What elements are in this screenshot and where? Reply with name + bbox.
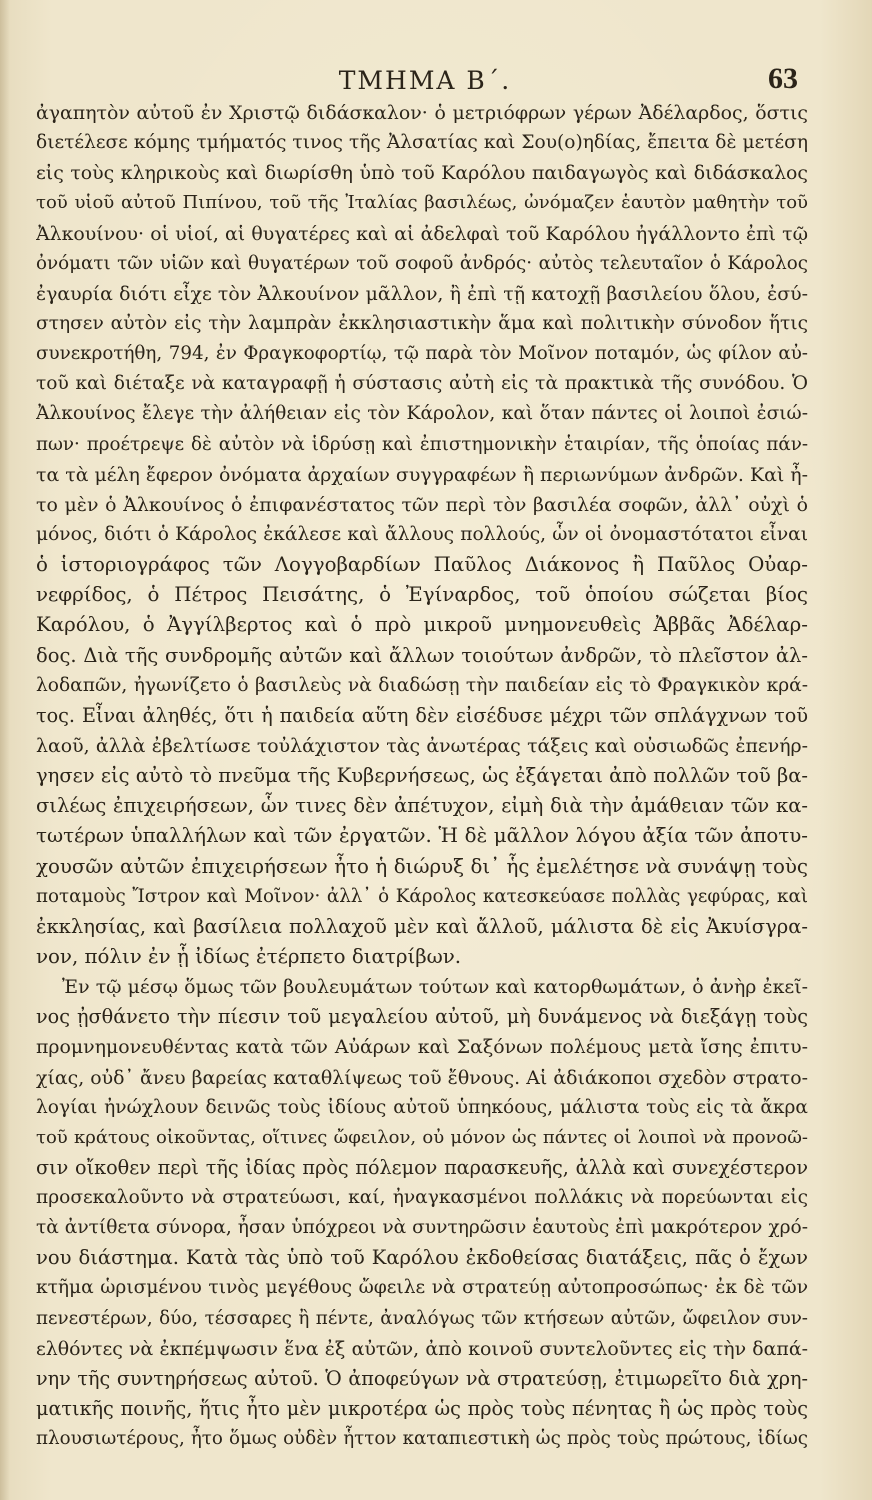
text-line: πλουσιωτέρους, ἦτο ὅμως οὐδὲν ἧττον καταπιεστικὴ ὡς πρὸς τοὺς πρώτους, ἰδίως [36, 1428, 808, 1450]
text-line: χίας, οὐδ᾽ ἄνευ βαρείας καταθλίψεως τοῦ ἔθνους. Αἱ ἀδιάκοποι σχεδὸν στρατο- [36, 1066, 808, 1089]
text-line: νος ᾐσθάνετο τὴν πίεσιν τοῦ μεγαλείου αὐτοῦ, μὴ δυνάμενος νὰ διεξάγῃ τοὺς [36, 1005, 808, 1029]
text-line: γησεν εἰς αὐτὸ τὸ πνεῦμα τῆς Κυβερνήσεως, ὡς ἐξάγεται ἀπὸ πολλῶν τοῦ βα- [36, 764, 808, 788]
text-line: στησεν αὐτὸν εἰς τὴν λαμπρὰν ἐκκλησιαστικὴν ἅμα καὶ πολιτικὴν σύνοδον ἥτις [36, 312, 808, 334]
text-line: νου διάστημα. Κατὰ τὰς ὑπὸ τοῦ Καρόλου ἐκδοθείσας διατάξεις, πᾶς ὁ ἔχων [36, 1246, 808, 1270]
page-number: 63 [768, 62, 798, 95]
text-line: διετέλεσε κόμης τμήματός τινος τῆς Ἀλσατίας καὶ Σου(ο)ηδίας, ἔπειτα δὲ μετέση [36, 132, 808, 154]
text-line: ἀγαπητὸν αὐτοῦ ἐν Χριστῷ διδάσκαλον· ὁ μετριόφρων γέρων Ἀδέλαρδος, ὅστις [36, 102, 808, 124]
text-line: ἐγαυρία διότι εἶχε τὸν Ἀλκουίνον μᾶλλον, ἢ ἐπὶ τῇ κατοχῇ βασιλείου ὅλου, ἐσύ- [36, 282, 808, 305]
text-line: Ἀλκουίνος ἔλεγε τὴν ἀλήθειαν εἰς τὸν Κάρολον, καὶ ὅταν πάντες οἱ λοιποὶ ἐσιώ- [36, 403, 808, 425]
text-line: λογίαι ἠνώχλουν δεινῶς τοὺς ἰδίους αὐτοῦ ὑπηκόους, μάλιστα τοὺς εἰς τὰ ἄκρα [36, 1096, 808, 1118]
page-header [0, 62, 872, 102]
text-line: μόνος, διότι ὁ Κάρολος ἐκάλεσε καὶ ἄλλους πολλούς, ὧν οἱ ὀνομαστότατοι εἶναι [36, 523, 808, 545]
text-line: Ἀλκουίνου· οἱ υἱοί, αἱ θυγατέρες καὶ αἱ ἀδελφαὶ τοῦ Καρόλου ἠγάλλοντο ἐπὶ τῷ [36, 222, 808, 245]
text-line: ματικῆς ποινῆς, ἥτις ἦτο μὲν μικροτέρα ὡς πρὸς τοὺς πένητας ἢ ὡς πρὸς τοὺς [36, 1397, 808, 1421]
text-line: λοδαπῶν, ἠγωνίζετο ὁ βασιλεὺς νὰ διαδώσῃ τὴν παιδείαν εἰς τὸ Φραγκικὸν κρά- [36, 674, 808, 696]
running-title: ΤΜΗΜΑ Β΄. [338, 66, 512, 95]
paragraph-2 [36, 972, 808, 1454]
text-line: ελθόντες νὰ ἐκπέμψωσιν ἕνα ἐξ αὐτῶν, ἀπὸ κοινοῦ συντελοῦντες εἰς τὴν δαπά- [36, 1337, 808, 1360]
text-line: σιλέως ἐπιχειρήσεων, ὧν τινες δὲν ἀπέτυχον, εἰμὴ διὰ τὴν ἀμάθειαν τῶν κα- [36, 794, 808, 818]
page-binding-edge [0, 0, 10, 1500]
body-text [36, 98, 808, 1454]
text-line: πενεστέρων, δύο, τέσσαρες ἢ πέντε, ἀναλόγως τῶν κτήσεων αὐτῶν, ὤφειλον συν- [36, 1307, 808, 1329]
text-line: τὰ ἀντίθετα σύνορα, ἦσαν ὑπόχρεοι νὰ συντηρῶσιν ἑαυτοὺς ἐπὶ μακρότερον χρό- [36, 1217, 808, 1239]
text-line: Καρόλου, ὁ Ἀγγίλβερτος καὶ ὁ πρὸ μικροῦ μνημονευθεὶς Ἀββᾶς Ἀδέλαρ- [36, 613, 808, 637]
text-line: ὁ ἱστοριογράφος τῶν Λογγοβαρδίων Παῦλος Διάκονος ἢ Παῦλος Οὐαρ- [36, 553, 808, 577]
text-line: τοῦ καὶ διέταξε νὰ καταγραφῇ ἡ σύστασις αὐτὴ εἰς τὰ πρακτικὰ τῆς συνόδου. Ὁ [36, 373, 808, 395]
text-line: Ἐν τῷ μέσῳ ὅμως τῶν βουλευμάτων τούτων καὶ κατορθωμάτων, ὁ ἀνὴρ ἐκεῖ- [62, 976, 808, 999]
text-line: συνεκροτήθη, 794, ἐν Φραγκοφορτίῳ, τῷ παρὰ τὸν Μοῖνον ποταμόν, ὡς φίλον αὐ- [36, 343, 808, 365]
text-line: νον, πόλιν ἐν ᾗ ἰδίως ἐτέρπετο διατρίβων. [36, 944, 462, 968]
text-line: νεφρίδος, ὁ Πέτρος Πεισάτης, ὁ Ἐγίναρδος, τοῦ ὁποίου σώζεται βίος [36, 583, 808, 607]
text-line: το μὲν ὁ Ἀλκουίνος ὁ ἐπιφανέστατος τῶν περὶ τὸν βασιλέα σοφῶν, ἀλλ᾽ οὐχὶ ὁ [36, 493, 808, 516]
text-line: τος. Εἶναι ἀληθές, ὅτι ἡ παιδεία αὕτη δὲν εἰσέδυσε μέχρι τῶν σπλάγχνων τοῦ [36, 703, 808, 727]
text-line: τοῦ κράτους οἰκοῦντας, οἵτινες ὤφειλον, οὐ μόνον ὡς πάντες οἱ λοιποὶ νὰ προνοῶ- [36, 1126, 808, 1148]
text-line: προμνημονευθέντας κατὰ τῶν Αὐάρων καὶ Σαξόνων πολέμους μετὰ ἴσης ἐπιτυ- [36, 1036, 808, 1059]
text-line: λαοῦ, ἀλλὰ ἐβελτίωσε τοὐλάχιστον τὰς ἀνωτέρας τάξεις καὶ οὐσιωδῶς ἐπενήρ- [36, 734, 808, 757]
text-line: ποταμοὺς Ἴστρον καὶ Μοῖνον· ἀλλ᾽ ὁ Κάρολος κατεσκεύασε πολλὰς γεφύρας, καὶ [36, 885, 808, 907]
text-line: σιν οἴκοθεν περὶ τῆς ἰδίας πρὸς πόλεμον παρασκευῆς, ἀλλὰ καὶ συνεχέστερον [36, 1155, 808, 1179]
text-line: ὀνόματι τῶν υἱῶν καὶ θυγατέρων τοῦ σοφοῦ ἀνδρός· αὐτὸς τελευταῖον ὁ Κάρολος [36, 252, 808, 274]
text-line: ἐκκλησίας, καὶ βασίλεια πολλαχοῦ μὲν καὶ ἄλλοῦ, μάλιστα δὲ εἰς Ἀκυίσγρα- [36, 914, 808, 938]
text-line: πων· προέτρεψε δὲ αὐτὸν νὰ ἱδρύσῃ καὶ ἐπιστημονικὴν ἑταιρίαν, τῆς ὁποίας πάν- [36, 433, 808, 455]
text-line: δος. Διὰ τῆς συνδρομῆς αὐτῶν καὶ ἄλλων τοιούτων ἀνδρῶν, τὸ πλεῖστον ἀλ- [36, 643, 808, 667]
paragraph-1 [36, 98, 808, 972]
text-line: τα τὰ μέλη ἔφερον ὀνόματα ἀρχαίων συγγραφέων ἢ περιωνύμων ἀνδρῶν. Καὶ ἦ- [36, 463, 808, 486]
text-line: κτῆμα ὡρισμένου τινὸς μεγέθους ὤφειλε νὰ στρατεύῃ αὐτοπροσώπως· ἐκ δὲ τῶν [36, 1277, 808, 1299]
text-line: χουσῶν αὐτῶν ἐπιχειρήσεων ἦτο ἡ διώρυξ δι᾽ ἧς ἐμελέτησε νὰ συνάψῃ τοὺς [36, 854, 808, 878]
text-line: προσεκαλοῦντο νὰ στρατεύωσι, καί, ἠναγκασμένοι πολλάκις νὰ πορεύωνται εἰς [36, 1187, 808, 1209]
text-line: τοῦ υἱοῦ αὐτοῦ Πιπίνου, τοῦ τῆς Ἰταλίας βασιλέως, ὠνόμαζεν ἑαυτὸν μαθητὴν τοῦ [36, 192, 808, 214]
text-line: νην τῆς συντηρήσεως αὐτοῦ. Ὁ ἀποφεύγων νὰ στρατεύσῃ, ἐτιμωρεῖτο διὰ χρη- [36, 1366, 808, 1390]
text-line: τωτέρων ὑπαλλήλων καὶ τῶν ἐργατῶν. Ἡ δὲ μᾶλλον λόγου ἀξία τῶν ἀποτυ- [36, 824, 808, 848]
text-line: εἰς τοὺς κληρικοὺς καὶ διωρίσθη ὑπὸ τοῦ Καρόλου παιδαγωγὸς καὶ διδάσκαλος [36, 162, 808, 185]
